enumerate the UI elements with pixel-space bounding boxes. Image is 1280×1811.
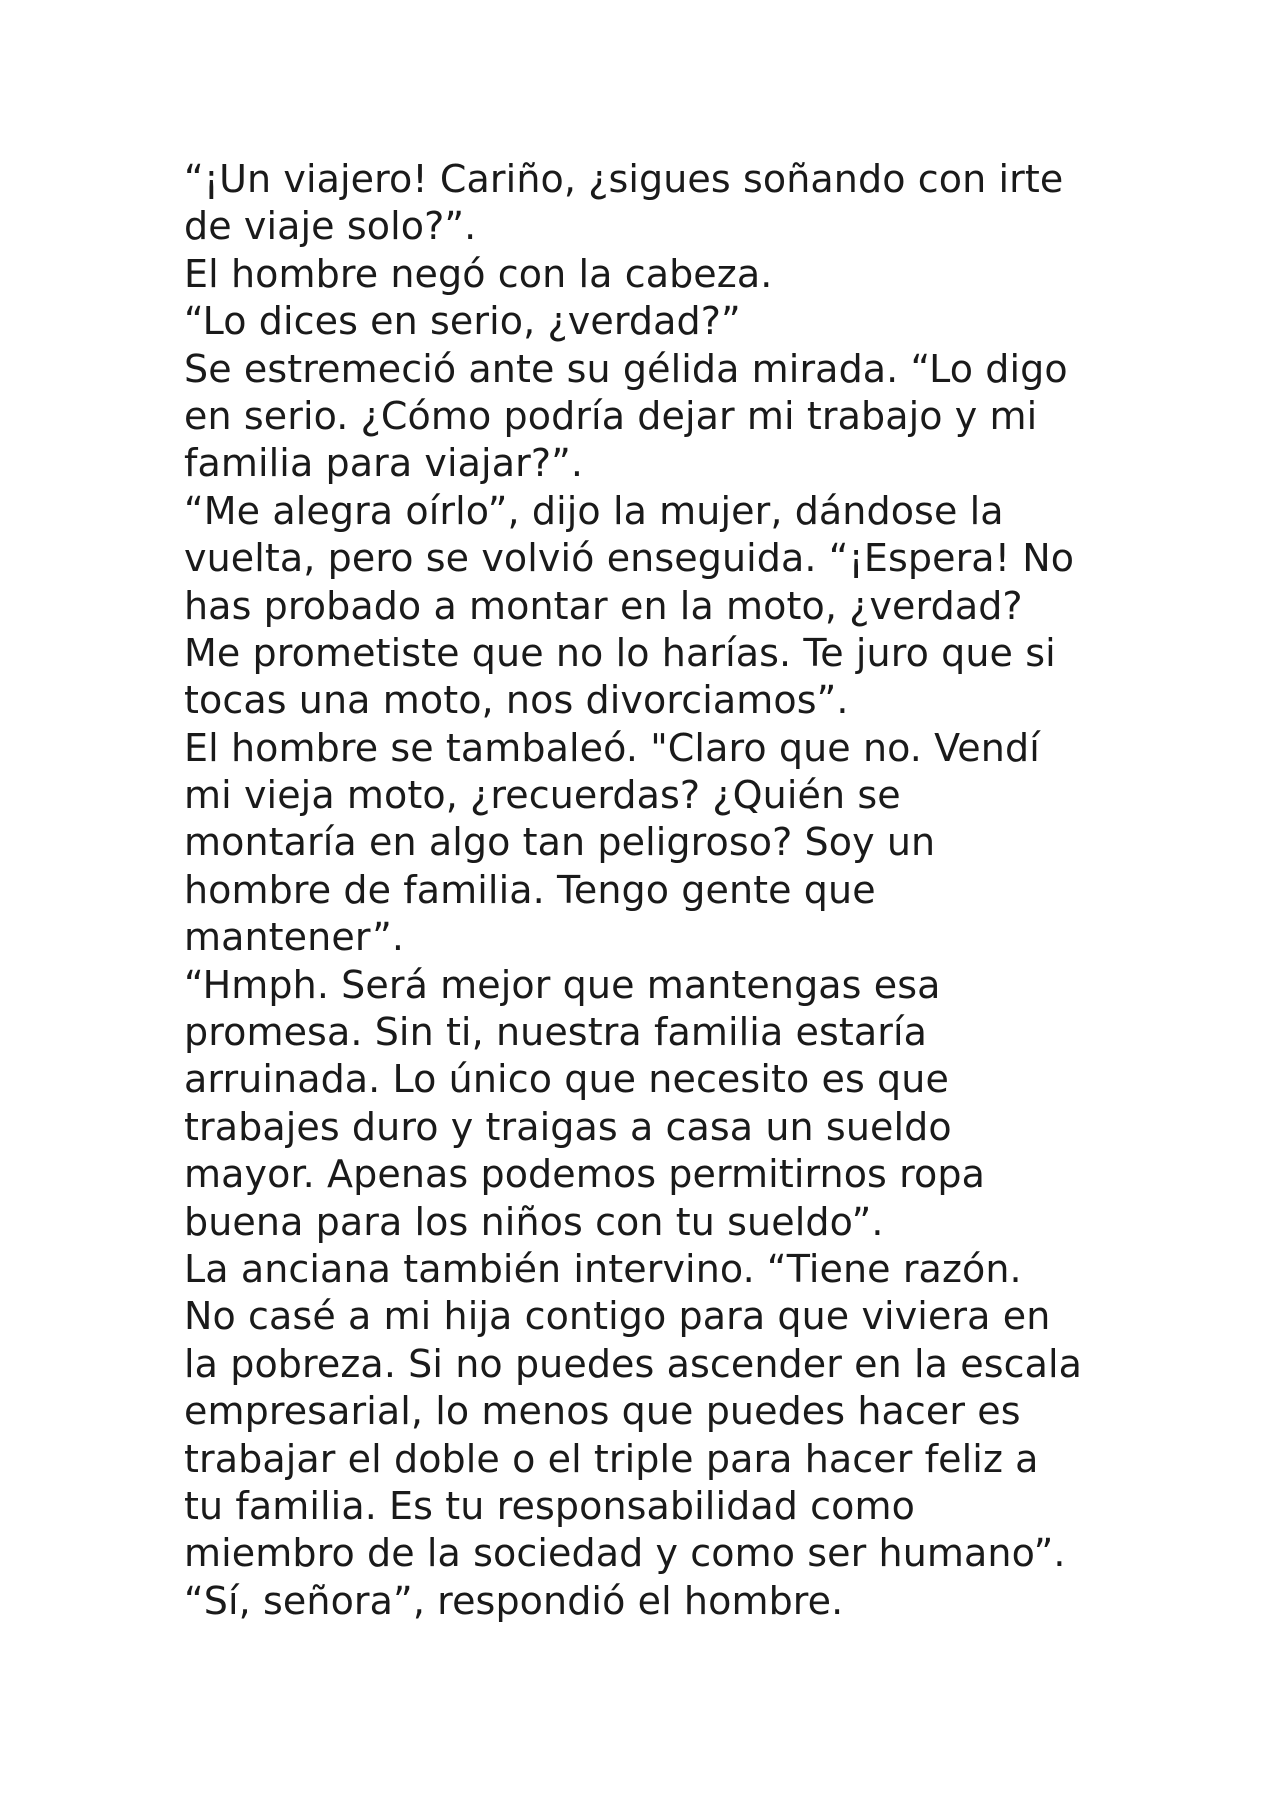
text-line: trabajar el doble o el triple para hacer feliz a (184, 1436, 1039, 1481)
text-line: “Lo dices en serio, ¿verdad?” (184, 299, 741, 344)
text-line: buena para los niños con tu sueldo”. (184, 1199, 884, 1244)
text-line: El hombre se tambaleó. "Claro que no. Vendí (184, 725, 1040, 770)
text-line: arruinada. Lo único que necesito es que (184, 1057, 949, 1102)
text-line: trabajes duro y traigas a casa un sueldo (184, 1104, 952, 1149)
text-line: “Sí, señora”, respondió el hombre. (184, 1578, 844, 1623)
text-line: de viaje solo?”. (184, 204, 477, 249)
text-line: Me prometiste que no lo harías. Te juro que si (184, 630, 1056, 675)
text-line: “¡Un viajero! Cariño, ¿sigues soñando con irte (184, 157, 1064, 201)
text-line: tocas una moto, nos divorciamos”. (184, 678, 849, 723)
text-line: La anciana también intervino. “Tiene razón. (184, 1246, 1022, 1291)
text-line: familia para viajar?”. (184, 441, 584, 486)
text-line: mayor. Apenas podemos permitirnos ropa (184, 1152, 985, 1197)
text-line: empresarial, lo menos que puedes hacer es (184, 1389, 1021, 1434)
text-line: “Me alegra oírlo”, dijo la mujer, dándose la (184, 488, 1004, 533)
text-line: has probado a montar en la moto, ¿verdad? (184, 583, 1023, 628)
text-line: tu familia. Es tu responsabilidad como (184, 1483, 915, 1528)
text-line: mantener”. (184, 915, 405, 960)
text-line: promesa. Sin ti, nuestra familia estaría (184, 1010, 928, 1055)
text-line: Se estremeció ante su gélida mirada. “Lo digo (184, 346, 1068, 391)
text-line: El hombre negó con la cabeza. (184, 251, 773, 296)
text-line: hombre de familia. Tengo gente que (184, 867, 876, 912)
text-line: “Hmph. Será mejor que mantengas esa (184, 962, 941, 1007)
text-line: en serio. ¿Cómo podría dejar mi trabajo y mi (184, 393, 1038, 438)
text-line: miembro de la sociedad y como ser humano”. (184, 1531, 1066, 1576)
text-line: la pobreza. Si no puedes ascender en la escala (184, 1341, 1083, 1386)
text-line: vuelta, pero se volvió enseguida. “¡Espera! No (184, 536, 1075, 581)
text-line: montaría en algo tan peligroso? Soy un (184, 820, 936, 865)
text-line: mi vieja moto, ¿recuerdas? ¿Quién se (184, 773, 901, 818)
body-text (184, 156, 1124, 1625)
text-line: No casé a mi hija contigo para que viviera en (184, 1294, 1051, 1339)
